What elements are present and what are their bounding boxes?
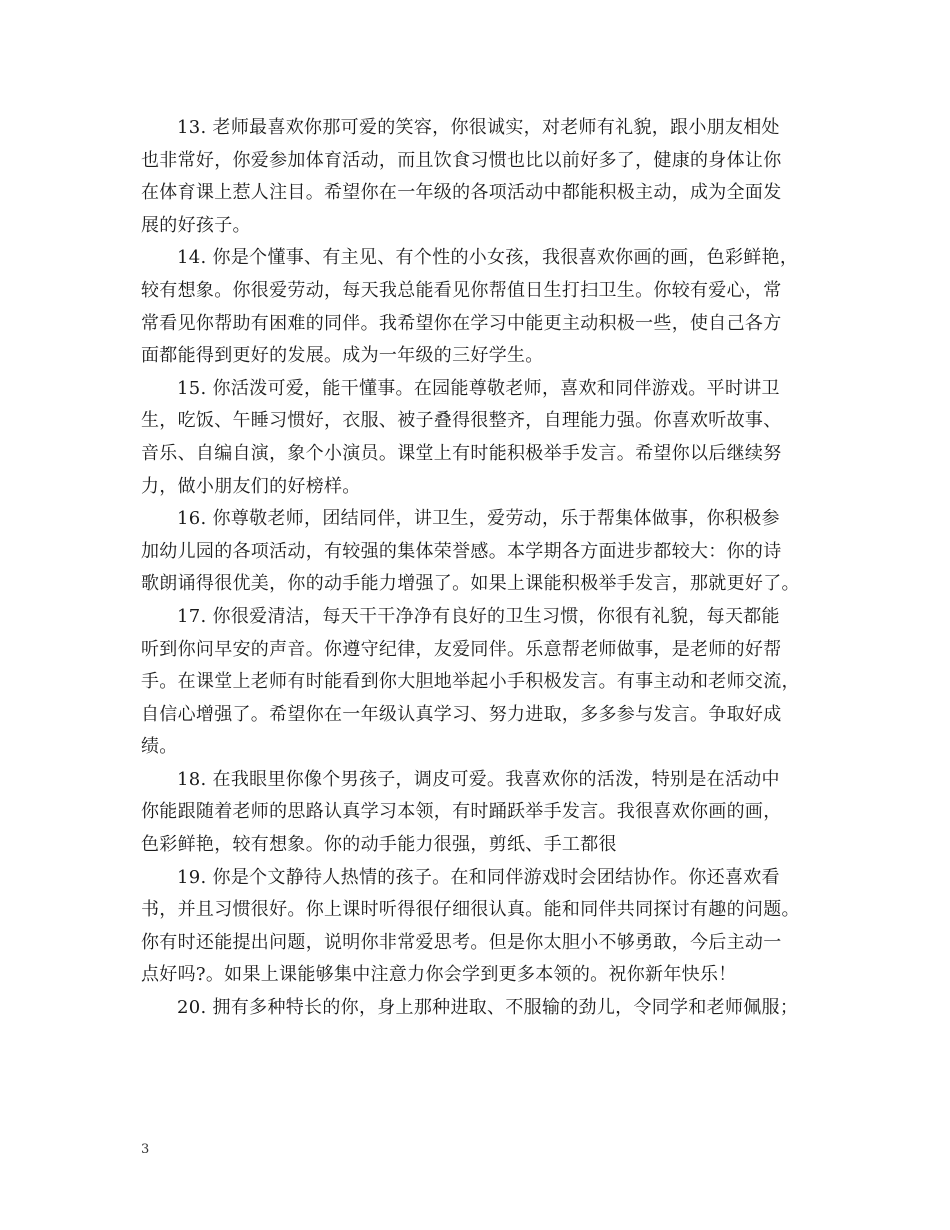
text-line: 常看见你帮助有困难的同伴。我希望你在学习中能更主动积极一些，使自己各方	[141, 312, 782, 334]
text-line: 加幼儿园的各项活动，有较强的集体荣誉感。本学期各方面进步都较大：你的诗	[141, 540, 782, 562]
text-line: 生，吃饭、午睡习惯好，衣服、被子叠得很整齐，自理能力强。你喜欢听故事、	[141, 410, 782, 432]
text-line: 15. 你活泼可爱，能干懂事。在园能尊敬老师，喜欢和同伴游戏。平时讲卫	[177, 377, 780, 399]
comment-paragraph-17	[141, 601, 811, 764]
comment-paragraph-15	[141, 373, 811, 503]
text-line: 19. 你是个文静待人热情的孩子。在和同伴游戏时会团结协作。你还喜欢看	[177, 866, 780, 888]
text-line: 17. 你很爱清洁，每天干干净净有良好的卫生习惯，你很有礼貌，每天都能	[177, 605, 780, 627]
text-line: 你能跟随着老师的思路认真学习本领，有时踊跃举手发言。我很喜欢你画的画，	[141, 801, 782, 823]
text-line: 力，做小朋友们的好榜样。	[141, 475, 361, 497]
text-line: 在体育课上惹人注目。希望你在一年级的各项活动中都能积极主动，成为全面发	[141, 182, 782, 204]
text-line: 也非常好，你爱参加体育活动，而且饮食习惯也比以前好多了，健康的身体让你	[141, 149, 782, 171]
text-line: 绩。	[141, 736, 178, 758]
text-line: 歌朗诵得很优美，你的动手能力增强了。如果上课能积极举手发言，那就更好了。	[141, 573, 800, 595]
comment-paragraph-19	[141, 862, 811, 992]
text-line: 手。在课堂上老师有时能看到你大胆地举起小手积极发言。有事主动和老师交流，	[141, 671, 800, 693]
text-line: 14. 你是个懂事、有主见、有个性的小女孩，我很喜欢你画的画，色彩鲜艳，	[177, 247, 799, 269]
text-line: 点好吗?。如果上课能够集中注意力你会学到更多本领的。祝你新年快乐！	[141, 964, 737, 986]
text-line: 展的好孩子。	[141, 214, 251, 236]
comment-paragraph-14	[141, 242, 811, 372]
text-line: 自信心增强了。希望你在一年级认真学习、努力进取，多多参与发言。争取好成	[141, 703, 782, 725]
comment-paragraph-20	[141, 992, 811, 1025]
document-body	[141, 112, 811, 1025]
text-line: 16. 你尊敬老师，团结同伴，讲卫生，爱劳动，乐于帮集体做事，你积极参	[177, 508, 780, 530]
text-line: 面都能得到更好的发展。成为一年级的三好学生。	[141, 345, 544, 367]
text-line: 音乐、自编自演，象个小演员。课堂上有时能积极举手发言。希望你以后继续努	[141, 442, 782, 464]
text-line: 你有时还能提出问题，说明你非常爱思考。但是你太胆小不够勇敢，今后主动一	[141, 931, 782, 953]
text-line: 20. 拥有多种特长的你，身上那种进取、不服输的劲儿，令同学和老师佩服；	[177, 997, 799, 1019]
text-line: 18. 在我眼里你像个男孩子，调皮可爱。我喜欢你的活泼，特别是在活动中	[177, 768, 780, 790]
page-number: 3	[141, 1142, 150, 1157]
comment-paragraph-18	[141, 764, 811, 862]
text-line: 13. 老师最喜欢你那可爱的笑容，你很诚实，对老师有礼貌，跟小朋友相处	[177, 117, 780, 138]
text-line: 听到你问早安的声音。你遵守纪律，友爱同伴。乐意帮老师做事，是老师的好帮	[141, 638, 782, 660]
comment-paragraph-16	[141, 503, 811, 601]
comment-paragraph-13	[141, 112, 811, 242]
text-line: 书，并且习惯很好。你上课时听得很仔细很认真。能和同伴共同探讨有趣的问题。	[141, 899, 800, 921]
text-line: 色彩鲜艳，较有想象。你的动手能力很强，剪纸、手工都很	[141, 834, 617, 856]
text-line: 较有想象。你很爱劳动，每天我总能看见你帮值日生打扫卫生。你较有爱心，常	[141, 279, 782, 301]
